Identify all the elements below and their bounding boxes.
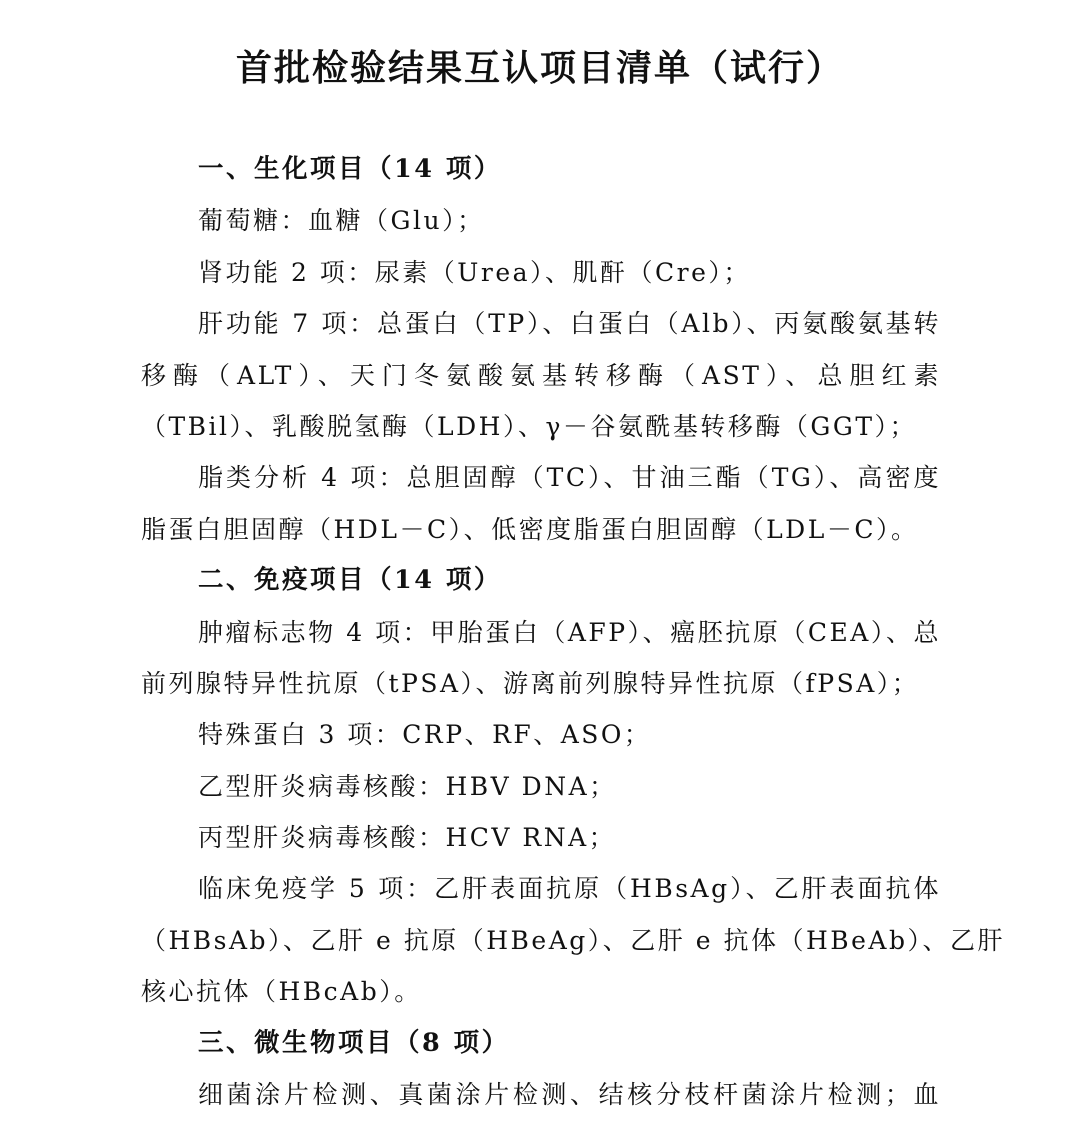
paragraph-line <box>141 1069 941 1120</box>
paragraph-line <box>141 607 941 658</box>
paragraph-line <box>141 915 1005 966</box>
line-text: 临床免疫学 5 项：乙肝表面抗原（HBsAg）、乙肝表面抗体 <box>198 874 941 904</box>
paragraph-line: 丙型肝炎病毒核酸：HCV RNA； <box>198 823 617 853</box>
section-heading-biochemistry: 一、生化项目（14 项） <box>198 154 502 184</box>
document-body <box>141 144 1005 1120</box>
paragraph-line: 葡萄糖：血糖（Glu）； <box>198 206 485 236</box>
section-heading-immunology: 二、免疫项目（14 项） <box>198 565 502 596</box>
section-heading-microbiology: 三、微生物项目（8 项） <box>198 1027 510 1058</box>
line-text: 肝功能 7 项：总蛋白（TP）、白蛋白（Alb）、丙氨酸氨基转 <box>198 309 941 339</box>
paragraph-line: 核心抗体（HBcAb）。 <box>141 977 422 1007</box>
paragraph-line <box>141 298 941 349</box>
line-text: 肿瘤标志物 4 项：甲胎蛋白（AFP）、癌胚抗原（CEA）、总 <box>198 617 941 647</box>
paragraph-line: 前列腺特异性抗原（tPSA）、游离前列腺特异性抗原（fPSA）； <box>141 668 920 698</box>
document-title: 首批检验结果互认项目清单（试行） <box>235 47 844 89</box>
line-text: （HBsAb）、乙肝 e 抗原（HBeAg）、乙肝 e 抗体（HBeAb）、乙肝 <box>141 925 1005 955</box>
paragraph-line <box>141 863 941 914</box>
paragraph-line <box>141 350 941 401</box>
line-text: 脂类分析 4 项：总胆固醇（TC）、甘油三酯（TG）、高密度 <box>198 463 941 493</box>
paragraph-line: 乙型肝炎病毒核酸：HBV DNA； <box>198 771 617 801</box>
line-text: 移酶（ALT）、天门冬氨酸氨基转移酶（AST）、总胆红素 <box>141 360 941 390</box>
paragraph-line: 脂蛋白胆固醇（HDL－C）、低密度脂蛋白胆固醇（LDL－C）。 <box>141 514 919 544</box>
paragraph-line <box>141 452 941 503</box>
paragraph-line: 肾功能 2 项：尿素（Urea）、肌酐（Cre）； <box>198 257 751 287</box>
paragraph-line: 特殊蛋白 3 项：CRP、RF、ASO； <box>198 720 652 750</box>
paragraph-line: （TBil）、乳酸脱氢酶（LDH）、γ－谷氨酰基转移酶（GGT）； <box>141 411 918 441</box>
line-text: 细菌涂片检测、真菌涂片检测、结核分枝杆菌涂片检测；血 <box>198 1080 941 1110</box>
